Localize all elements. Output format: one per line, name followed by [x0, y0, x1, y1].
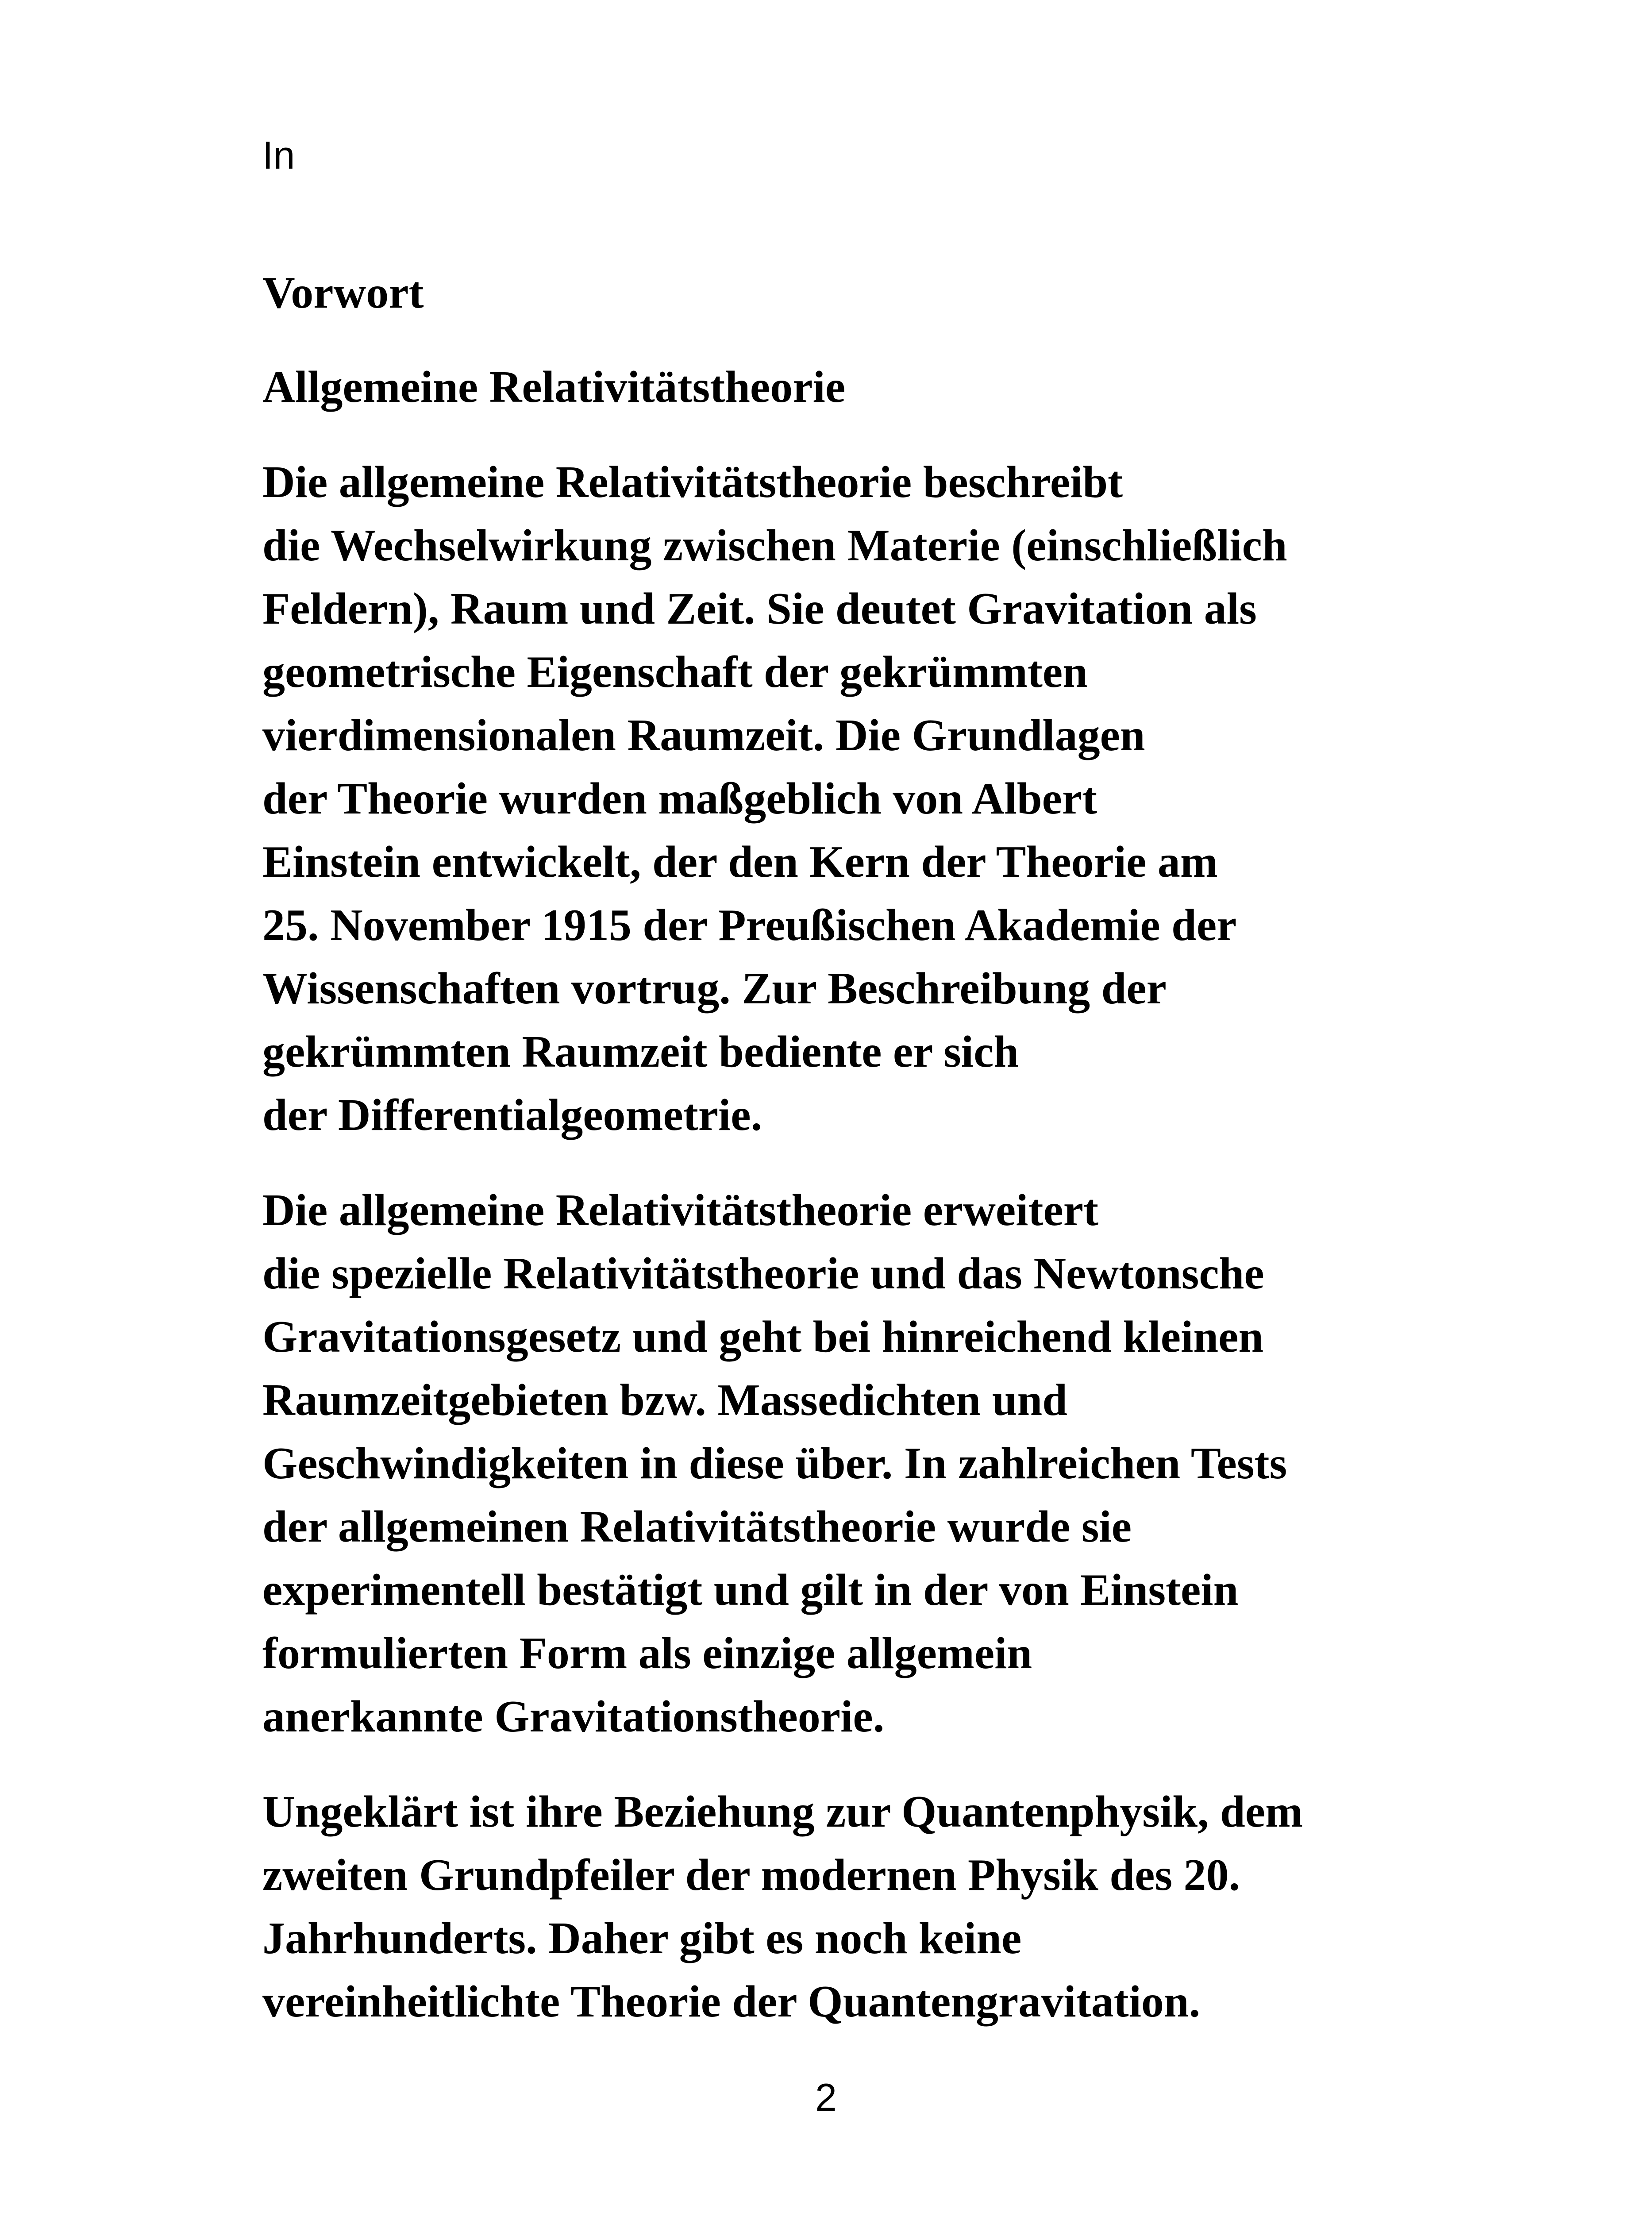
paragraph-2: Die allgemeine Relativitätstheorie erweitert die spezielle Relativitätstheorie und das Newtonsche Gravitationsgesetz und geht bei hinreichend kleinen Raumzeitgebieten bzw. Massedichten und Geschwindigkeiten in diese über. In zahlreichen Tests der allgemeinen Relativitätstheorie wurde sie experimentell bestätigt und gilt in der von Einstein formulierten Form als einzige allgemein anerkannte Gravitationstheorie.	[262, 1185, 1287, 1742]
running-header: In	[262, 133, 295, 177]
main-heading: Vorwort	[262, 268, 424, 318]
section-heading: Allgemeine Relativitätstheorie	[262, 362, 846, 412]
paragraph-1: Die allgemeine Relativitätstheorie beschreibt die Wechselwirkung zwischen Materie (einschließlich Feldern), Raum und Zeit. Sie deutet Gravitation als geometrische Eigenschaft der gekrümmten vierdimensionalen Raumzeit. Die Grundlagen der Theorie wurden maßgeblich von Albert Einstein entwickelt, der den Kern der Theorie am 25. November 1915 der Preußischen Akademie der Wissenschaften vortrug. Zur Beschreibung der gekrümmten Raumzeit bediente er sich der Differentialgeometrie.	[262, 457, 1287, 1140]
paragraph-3: Ungeklärt ist ihre Beziehung zur Quantenphysik, dem zweiten Grundpfeiler der modernen Physik des 20. Jahrhunderts. Daher gibt es noch keine vereinheitlichte Theorie der Quantengravitation.	[262, 1787, 1303, 2027]
page-number: 2	[815, 2075, 837, 2119]
document-body	[262, 261, 1395, 2065]
